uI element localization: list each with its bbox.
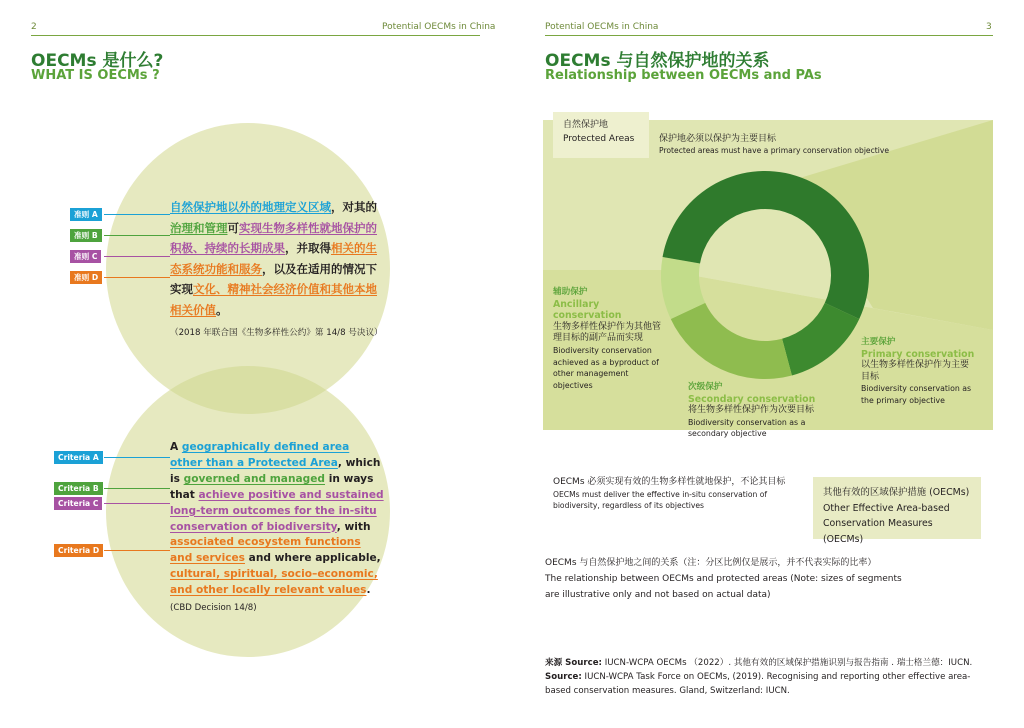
connector-cn-b [104,235,170,236]
criteria-tag-en-c: Criteria C [54,497,102,510]
criteria-tag-en-d: Criteria D [54,544,103,557]
oecm-box-cn: 其他有效的区域保护措施 (OECMs) [823,487,970,498]
primary-desc-en: Biodiversity conservation as the primary objective [861,384,972,405]
def-en-note: (CBD Decision 14/8) [170,603,257,614]
primary-desc-cn: 以生物多样性保护作为主要目标 [861,360,970,382]
pa-box-en: Protected Areas [563,134,635,144]
def-en-criteria-b: governed and managed [183,472,325,485]
pa-objective-en: Protected areas must have a primary conservation objective [659,146,890,155]
caption-en: The relationship between OECMs and protected areas (Note: sizes of segments are illustrative only and not based on actual data) [545,574,902,600]
right-header-rule [545,35,993,36]
left-title-en: WHAT IS OECMs ? [31,68,160,83]
secondary-label [688,382,828,440]
def-cn-note: （2018 年联合国《生物多样性公约》第 14/8 号决议） [170,327,383,338]
def-cn-text: 。 [216,302,228,317]
def-en-criteria-c: achieve positive and sustained long-term outcomes for the in-situ conservation of biodiversity [170,488,384,533]
def-cn-criteria-d2: 文化、精神社会经济价值和其他本地相关价值 [170,282,377,317]
source-cn: IUCN-WCPA OECMs （2022）. 其他有效的区域保护措施识别与报告指南 . 瑞士格兰德：IUCN. [604,658,973,668]
left-page-number: 2 [31,22,37,32]
connector-en-b [104,488,170,489]
secondary-desc-en: Biodiversity conservation as a secondary objective [688,417,806,439]
connector-en-d [104,550,170,551]
criteria-tag-cn-d: 准则 D [70,271,102,284]
def-en-text: A [170,441,182,453]
def-cn-criteria-c: 实现生物多样性就地保护的积极、持续的长期成果 [170,220,377,256]
connector-en-a [104,457,170,458]
oecm-note-en: OECMs must deliver the effective in-situ conservation of biodiversity, regardless of its objectives [553,489,768,510]
connector-cn-d [104,277,170,278]
def-cn-criteria-a: 自然保护地以外的地理定义区域 [170,200,331,214]
def-cn-text: ，并取得 [285,241,331,256]
def-en-text: , with [336,520,371,533]
definition-en [170,440,385,617]
source-citation [545,656,995,698]
oecm-note [553,477,808,512]
left-running-head: Potential OECMs in China [382,22,496,32]
primary-en: Primary conservation [861,348,975,360]
ancillary-desc-cn: 生物多样性保护作为其他管理目标的副产品而实现 [553,321,662,344]
secondary-desc-cn: 将生物多样性保护作为次要目标 [688,405,815,416]
def-cn-text: ，对其的 [331,200,377,214]
criteria-tag-cn-c: 准则 C [70,250,101,263]
figure-caption [545,555,915,603]
criteria-tag-cn-a: 准则 A [70,208,102,221]
oecm-box [813,477,981,545]
source-label-cn: 来源 Source: [545,658,602,668]
def-en-text: . [366,584,371,597]
def-en-criteria-a: geographically defined area other than a Protected Area [170,441,350,469]
pa-objective-cn: 保护地必须以保护为主要目标 [659,134,777,144]
right-title-en: Relationship between OECMs and PAs [545,68,822,83]
secondary-en: Secondary conservation [688,393,816,405]
ancillary-desc-en: Biodiversity conservation achieved as a byproduct of other management objectives [553,345,659,390]
connector-en-c [104,503,170,504]
right-title-cn: OECMs 与自然保护地的关系 [545,51,770,71]
secondary-cn: 次级保护 [688,382,723,392]
ancillary-label [553,287,665,391]
def-en-criteria-d2: cultural, spiritual, socio–economic, and other locally relevant values [170,568,378,597]
def-en-criteria-d1: associated ecosystem functions and services [170,536,361,565]
definition-cn [170,197,382,343]
protected-areas-box [553,112,649,158]
source-en: IUCN-WCPA Task Force on OECMs, (2019). Recognising and reporting other effective area-based conservation measures. Gland, Switzerland: IUCN. [545,672,971,696]
def-en-text: , which is [170,456,381,485]
criteria-tag-en-a: Criteria A [54,451,103,464]
oecm-box-en: Other Effective Area-based Conservation Measures (OECMs) [823,502,950,545]
primary-label [861,337,976,407]
ancillary-cn: 辅助保护 [553,287,588,297]
criteria-tag-cn-b: 准则 B [70,229,102,242]
oecm-note-cn: OECMs 必须实现有效的生物多样性就地保护，不论其目标 [553,477,786,487]
connector-cn-a [104,214,170,215]
def-en-text: in ways that [170,472,374,501]
ancillary-en: Ancillary conservation [553,298,622,322]
right-page-number: 3 [986,22,992,32]
left-header-rule [31,35,480,36]
source-label-en: Source: [545,672,582,682]
def-cn-criteria-d1: 相关的生态系统功能和服务 [170,241,377,276]
def-en-text: and where applicable, [244,552,381,565]
primary-cn: 主要保护 [861,337,896,347]
pa-objective [659,133,889,157]
caption-cn: OECMs 与自然保护地之间的关系（注：分区比例仅是展示，并不代表实际的比率） [545,558,877,568]
pa-box-cn: 自然保护地 [563,120,609,130]
connector-cn-c [104,256,170,257]
left-title-cn: OECMs 是什么? [31,51,164,71]
right-running-head: Potential OECMs in China [545,22,659,32]
def-cn-text: 可 [227,220,239,235]
def-cn-text: ，以及在适用的情况下实现 [170,261,377,297]
def-cn-criteria-b: 治理和管理 [170,220,228,235]
criteria-tag-en-b: Criteria B [54,482,103,495]
